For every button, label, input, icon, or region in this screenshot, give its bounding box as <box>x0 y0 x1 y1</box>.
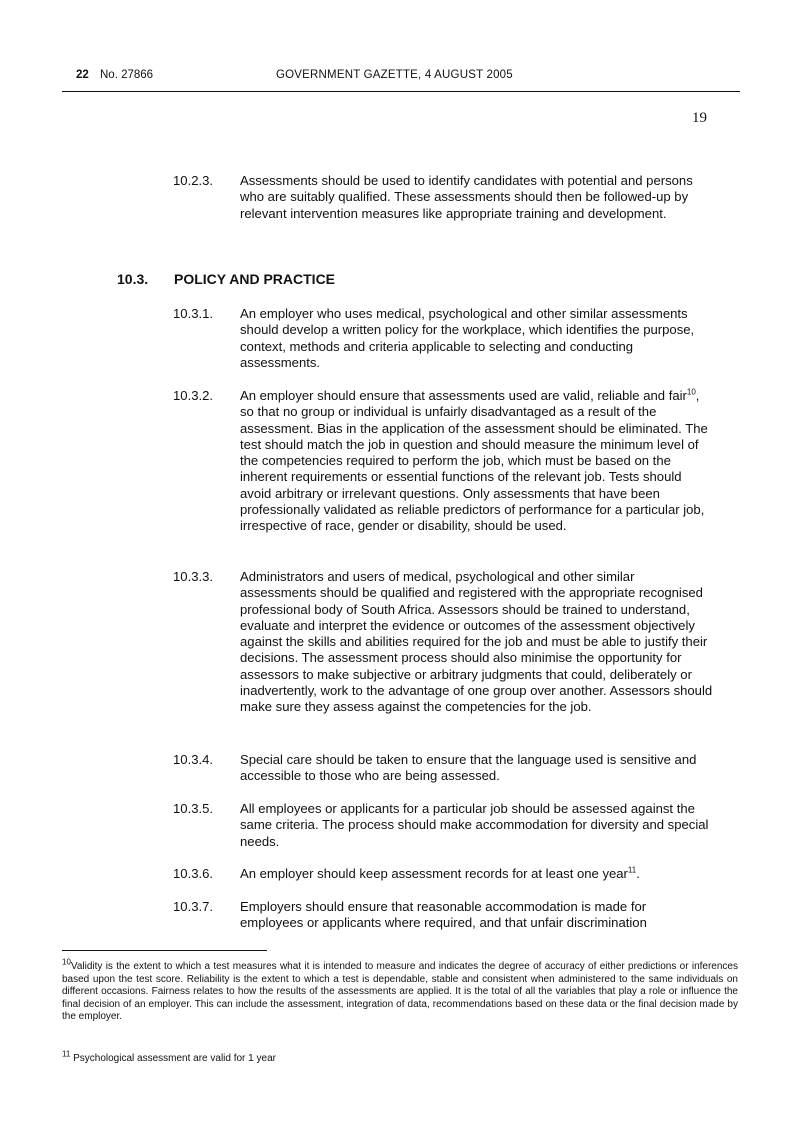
paragraph-text <box>240 388 713 535</box>
page-label: 19 <box>692 110 707 126</box>
footnote-11 <box>62 1049 738 1066</box>
paragraph-number: 10.3.4. <box>173 752 214 767</box>
paragraph-10-3-2 <box>173 388 713 535</box>
paragraph-text: Administrators and users of medical, psychological and other similar assessments should be qualified and registered with the appropriate recognised professional body of South Africa. Assessors should be trained to understand, evaluate and interpret the evidence or outcomes of the assessment objectively against the skills and abilities required for the job and must be able to justify their decisions. The assessment process should also minimise the opportunity for assessors to make subjective or arbitrary judgments that could, deliberately or inadvertently, work to the advantage of one group over another. Assessors should make sure they assess against the competencies for the job. <box>240 569 713 715</box>
header-issue-number: No. 27866 <box>100 69 154 81</box>
paragraph-text-part: An employer should keep assessment records for at least one year <box>240 866 628 881</box>
paragraph-text-part: , so that no group or individual is unfairly disadvantaged as a result of the assessment. Bias in the application of the assessment should be eliminated. The test should match the job in question and should measure the minimum level of the competencies required to perform the job, which must be based on the inherent requirements or essential functions of the relevant job. Tests should avoid arbitrary or irrelevant questions. Only assessments that have been professionally validated as reliable predictors of performance for a particular job, irrespective of race, gender or disability, should be used. <box>240 388 708 534</box>
paragraph-number: 10.3.2. <box>173 388 214 403</box>
section-title: POLICY AND PRACTICE <box>174 271 336 287</box>
paragraph-text: Assessments should be used to identify candidates with potential and persons who are suitably qualified. These assessments should then be followed-up by relevant intervention measures like appropriate training and development. <box>240 173 693 221</box>
paragraph-number: 10.2.3. <box>173 173 214 188</box>
header-page-number: 22 <box>76 69 89 81</box>
footnote-text: Validity is the extent to which a test measures what it is intended to measure and indicates the degree of accuracy of either predictions or inferences based upon the test score. Reliability is the extent to which a test is dependable, stable and consistent when administered to the same individuals on different occasions. Fairness relates to how the results of the assessments are applied. It is the total of all the variables that play a role or influence the final decision of an employer. This can include the assessment, integration of data, recommendations based on these data or the final decision made by the employer. <box>62 961 738 1022</box>
paragraph-10-3-7 <box>173 899 713 932</box>
paragraph-text: All employees or applicants for a particular job should be assessed against the same criteria. The process should make accommodation for diversity and special needs. <box>240 801 709 849</box>
section-number: 10.3. <box>117 271 149 287</box>
footnote-ref-11: 11 <box>627 865 637 875</box>
header-gazette-title: GOVERNMENT GAZETTE, 4 AUGUST 2005 <box>276 69 513 81</box>
paragraph-text-part: . <box>636 866 640 881</box>
paragraph-number: 10.3.7. <box>173 899 214 914</box>
paragraph-text: Employers should ensure that reasonable accommodation is made for employees or applicants where required, and that unfair discrimination <box>240 899 647 931</box>
footnote-10 <box>62 957 738 1024</box>
paragraph-number: 10.3.5. <box>173 801 214 816</box>
paragraph-text-part: An employer should ensure that assessments used are valid, reliable and fair <box>240 388 687 403</box>
paragraph-number: 10.3.6. <box>173 866 214 881</box>
paragraph-10-3-4 <box>173 752 713 785</box>
footnote-marker: 10 <box>62 957 71 967</box>
paragraph-number: 10.3.3. <box>173 569 214 584</box>
footnote-text: Psychological assessment are valid for 1 year <box>70 1053 276 1064</box>
footnote-marker: 11 <box>62 1049 71 1059</box>
paragraph-10-3-5 <box>173 801 713 850</box>
page-header <box>62 69 740 87</box>
paragraph-10-2-3 <box>173 173 713 222</box>
paragraph-text <box>240 866 713 882</box>
paragraph-10-3-6 <box>173 866 713 882</box>
paragraph-text: An employer who uses medical, psychological and other similar assessments should develop a written policy for the workplace, which identifies the purpose, context, methods and criteria applicable to selecting and conducting assessments. <box>240 306 695 370</box>
paragraph-10-3-3 <box>173 569 713 716</box>
header-rule <box>62 91 740 92</box>
footnote-ref-10: 10 <box>686 387 696 397</box>
paragraph-text: Special care should be taken to ensure that the language used is sensitive and accessible to those who are being assessed. <box>240 752 697 784</box>
footnote-rule <box>62 950 267 951</box>
paragraph-10-3-1 <box>173 306 713 371</box>
paragraph-number: 10.3.1. <box>173 306 214 321</box>
